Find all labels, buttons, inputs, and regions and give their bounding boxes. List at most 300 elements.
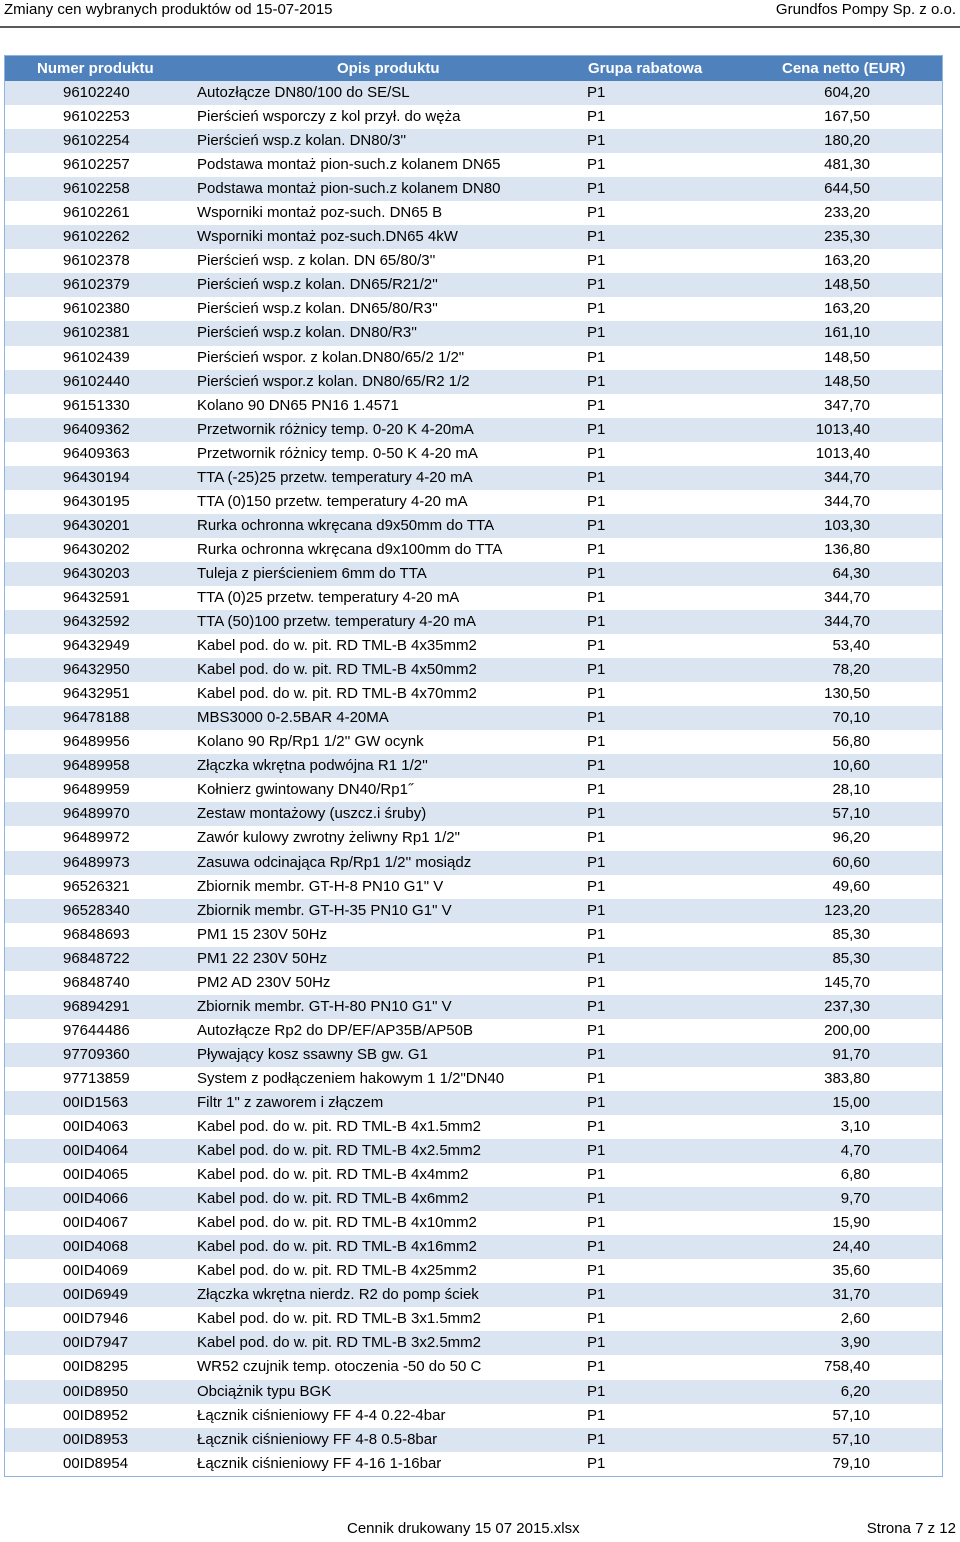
discount-group-cell: P1 <box>587 468 606 486</box>
description-cell: Kabel pod. do w. pit. RD TML-B 4x10mm2 <box>197 1214 477 1232</box>
description-cell: Filtr 1" z zaworem i złączem <box>197 1093 384 1111</box>
net-price-cell: 3,90 <box>840 1334 870 1352</box>
table-row <box>5 370 942 394</box>
net-price-cell: 163,20 <box>824 300 870 318</box>
discount-group-cell: P1 <box>587 1286 606 1304</box>
table-row <box>5 730 942 754</box>
discount-group-cell: P1 <box>587 84 606 101</box>
table-row <box>5 129 942 153</box>
discount-group-cell: P1 <box>587 1045 606 1063</box>
discount-group-cell: P1 <box>587 396 606 414</box>
table-row <box>5 105 942 129</box>
description-cell: Pierścień wsporczy z kol przył. do węża <box>197 108 461 126</box>
product-number-cell: 96848722 <box>63 949 130 967</box>
net-price-cell: 383,80 <box>824 1069 870 1087</box>
discount-group-cell: P1 <box>587 661 606 679</box>
discount-group-cell: P1 <box>587 108 606 126</box>
product-number-cell: 00ID8953 <box>63 1430 129 1448</box>
table-row <box>5 802 942 826</box>
net-price-cell: 57,10 <box>832 1406 870 1424</box>
discount-group-cell: P1 <box>587 1358 606 1376</box>
table-row <box>5 658 942 682</box>
description-cell: Obciążnik typu BGK <box>197 1382 332 1400</box>
discount-group-cell: P1 <box>587 516 606 534</box>
product-number-cell: 96432951 <box>63 685 130 703</box>
discount-group-cell: P1 <box>587 444 606 462</box>
product-number-cell: 96102254 <box>63 132 130 150</box>
table-row <box>5 971 942 995</box>
discount-group-cell: P1 <box>587 1118 606 1136</box>
discount-group-cell: P1 <box>587 613 606 631</box>
document-title: Zmiany cen wybranych produktów od 15-07-2015 <box>4 1 333 18</box>
net-price-cell: 344,70 <box>824 468 870 486</box>
description-cell: Kołnierz gwintowany DN40/Rp1˝ <box>197 781 413 799</box>
net-price-cell: 604,20 <box>824 84 870 101</box>
product-number-cell: 00ID7946 <box>63 1310 129 1328</box>
product-number-cell: 00ID8952 <box>63 1406 129 1424</box>
table-row <box>5 321 942 345</box>
table-row <box>5 947 942 971</box>
description-cell: TTA (0)150 przetw. temperatury 4-20 mA <box>197 492 468 510</box>
net-price-cell: 4,70 <box>840 1142 870 1160</box>
discount-group-cell: P1 <box>587 1406 606 1424</box>
table-row <box>5 514 942 538</box>
table-row <box>5 1091 942 1115</box>
table-row <box>5 1355 942 1379</box>
description-cell: Podstawa montaż pion-such.z kolanem DN80 <box>197 180 501 198</box>
product-number-cell: 97713859 <box>63 1069 130 1087</box>
table-row <box>5 634 942 658</box>
table-row <box>5 1452 942 1476</box>
discount-group-cell: P1 <box>587 901 606 919</box>
net-price-cell: 15,90 <box>832 1214 870 1232</box>
column-header-description: Opis produktu <box>337 60 440 77</box>
net-price-cell: 15,00 <box>832 1093 870 1111</box>
product-number-cell: 00ID4065 <box>63 1166 129 1184</box>
discount-group-cell: P1 <box>587 132 606 150</box>
description-cell: Łącznik ciśnieniowy FF 4-8 0.5-8bar <box>197 1430 438 1448</box>
discount-group-cell: P1 <box>587 492 606 510</box>
table-row <box>5 682 942 706</box>
net-price-cell: 344,70 <box>824 492 870 510</box>
table-row <box>5 249 942 273</box>
net-price-cell: 136,80 <box>824 540 870 558</box>
description-cell: Podstawa montaż pion-such.z kolanem DN65 <box>197 156 501 174</box>
table-row <box>5 1139 942 1163</box>
table-row <box>5 1404 942 1428</box>
product-number-cell: 96102380 <box>63 300 130 318</box>
net-price-cell: 145,70 <box>824 973 870 991</box>
description-cell: Kabel pod. do w. pit. RD TML-B 3x2.5mm2 <box>197 1334 482 1352</box>
table-row <box>5 346 942 370</box>
product-number-cell: 96102253 <box>63 108 130 126</box>
net-price-cell: 200,00 <box>824 1021 870 1039</box>
company-name: Grundfos Pompy Sp. z o.o. <box>775 1 956 18</box>
table-row <box>5 1187 942 1211</box>
description-cell: Łącznik ciśnieniowy FF 4-4 0.22-4bar <box>197 1406 446 1424</box>
discount-group-cell: P1 <box>587 180 606 198</box>
net-price-cell: 644,50 <box>824 180 870 198</box>
discount-group-cell: P1 <box>587 877 606 895</box>
discount-group-cell: P1 <box>587 757 606 775</box>
product-number-cell: 00ID8954 <box>63 1454 129 1472</box>
discount-group-cell: P1 <box>587 781 606 799</box>
product-number-cell: 96489973 <box>63 853 130 871</box>
product-number-cell: 96528340 <box>63 901 130 919</box>
discount-group-cell: P1 <box>587 1382 606 1400</box>
discount-group-cell: P1 <box>587 733 606 751</box>
discount-group-cell: P1 <box>587 805 606 823</box>
product-number-cell: 96894291 <box>63 997 130 1015</box>
net-price-cell: 56,80 <box>832 733 870 751</box>
product-number-cell: 00ID6949 <box>63 1286 129 1304</box>
table-row <box>5 826 942 850</box>
description-cell: WR52 czujnik temp. otoczenia -50 do 50 C <box>197 1358 482 1376</box>
product-number-cell: 96848740 <box>63 973 130 991</box>
description-cell: PM1 22 230V 50Hz <box>197 949 328 967</box>
product-number-cell: 97709360 <box>63 1045 130 1063</box>
product-number-cell: 96489958 <box>63 757 130 775</box>
table-body <box>5 81 942 1476</box>
description-cell: Pierścień wsp.z kolan. DN80/R3'' <box>197 324 417 342</box>
description-cell: PM1 15 230V 50Hz <box>197 925 328 943</box>
net-price-cell: 31,70 <box>832 1286 870 1304</box>
table-row <box>5 1211 942 1235</box>
table-row <box>5 201 942 225</box>
discount-group-cell: P1 <box>587 372 606 390</box>
table-row <box>5 177 942 201</box>
description-cell: Przetwornik różnicy temp. 0-20 K 4-20mA <box>197 420 474 438</box>
description-cell: Złączka wkrętna nierdz. R2 do pomp ściek <box>197 1286 479 1304</box>
product-number-cell: 00ID4069 <box>63 1262 129 1280</box>
net-price-cell: 28,10 <box>832 781 870 799</box>
net-price-cell: 163,20 <box>824 252 870 270</box>
table-row <box>5 1283 942 1307</box>
discount-group-cell: P1 <box>587 997 606 1015</box>
product-number-cell: 96489972 <box>63 829 130 847</box>
description-cell: TTA (-25)25 przetw. temperatury 4-20 mA <box>197 468 473 486</box>
product-number-cell: 96430202 <box>63 540 130 558</box>
description-cell: Pływający kosz ssawny SB gw. G1 <box>197 1045 428 1063</box>
description-cell: Łącznik ciśnieniowy FF 4-16 1-16bar <box>197 1454 442 1472</box>
table-row <box>5 586 942 610</box>
discount-group-cell: P1 <box>587 637 606 655</box>
table-row <box>5 153 942 177</box>
discount-group-cell: P1 <box>587 228 606 246</box>
description-cell: Kabel pod. do w. pit. RD TML-B 4x16mm2 <box>197 1238 477 1256</box>
description-cell: Autozłącze DN80/100 do SE/SL <box>197 84 410 101</box>
discount-group-cell: P1 <box>587 420 606 438</box>
net-price-cell: 35,60 <box>832 1262 870 1280</box>
page-number: Strona 7 z 12 <box>866 1520 956 1537</box>
discount-group-cell: P1 <box>587 1454 606 1472</box>
net-price-cell: 24,40 <box>832 1238 870 1256</box>
table-header <box>5 56 942 81</box>
net-price-cell: 344,70 <box>824 588 870 606</box>
discount-group-cell: P1 <box>587 949 606 967</box>
discount-group-cell: P1 <box>587 1310 606 1328</box>
column-header-product-number: Numer produktu <box>37 60 154 77</box>
description-cell: Wsporniki montaż poz-such. DN65 B <box>197 204 443 222</box>
description-cell: Kolano 90 Rp/Rp1 1/2'' GW ocynk <box>197 733 424 751</box>
product-number-cell: 96102258 <box>63 180 130 198</box>
description-cell: Rurka ochronna wkręcana d9x50mm do TTA <box>197 516 495 534</box>
net-price-cell: 9,70 <box>840 1190 870 1208</box>
net-price-cell: 161,10 <box>824 324 870 342</box>
description-cell: System z podłączeniem hakowym 1 1/2"DN40 <box>197 1069 505 1087</box>
description-cell: Kabel pod. do w. pit. RD TML-B 4x6mm2 <box>197 1190 469 1208</box>
table-row <box>5 273 942 297</box>
product-number-cell: 96430201 <box>63 516 130 534</box>
net-price-cell: 79,10 <box>832 1454 870 1472</box>
table-row <box>5 851 942 875</box>
description-cell: Autozłącze Rp2 do DP/EF/AP35B/AP50B <box>197 1021 473 1039</box>
table-row <box>5 394 942 418</box>
description-cell: Kabel pod. do w. pit. RD TML-B 4x35mm2 <box>197 637 477 655</box>
description-cell: Kabel pod. do w. pit. RD TML-B 4x70mm2 <box>197 685 477 703</box>
description-cell: Kabel pod. do w. pit. RD TML-B 4x25mm2 <box>197 1262 477 1280</box>
table-row <box>5 995 942 1019</box>
net-price-cell: 3,10 <box>840 1118 870 1136</box>
table-row <box>5 538 942 562</box>
discount-group-cell: P1 <box>587 1430 606 1448</box>
discount-group-cell: P1 <box>587 1334 606 1352</box>
discount-group-cell: P1 <box>587 925 606 943</box>
description-cell: Zestaw montażowy (uszcz.i śruby) <box>197 805 427 823</box>
table-row <box>5 1380 942 1404</box>
product-number-cell: 96478188 <box>63 709 130 727</box>
table-row <box>5 610 942 634</box>
net-price-cell: 344,70 <box>824 613 870 631</box>
discount-group-cell: P1 <box>587 588 606 606</box>
net-price-cell: 235,30 <box>824 228 870 246</box>
net-price-cell: 49,60 <box>832 877 870 895</box>
product-number-cell: 96102379 <box>63 276 130 294</box>
description-cell: Zbiornik membr. GT-H-80 PN10 G1" V <box>197 997 452 1015</box>
description-cell: Kabel pod. do w. pit. RD TML-B 3x1.5mm2 <box>197 1310 482 1328</box>
discount-group-cell: P1 <box>587 252 606 270</box>
net-price-cell: 96,20 <box>832 829 870 847</box>
net-price-cell: 91,70 <box>832 1045 870 1063</box>
net-price-cell: 180,20 <box>824 132 870 150</box>
table-row <box>5 297 942 321</box>
net-price-cell: 85,30 <box>832 949 870 967</box>
net-price-cell: 481,30 <box>824 156 870 174</box>
net-price-cell: 233,20 <box>824 204 870 222</box>
description-cell: Kabel pod. do w. pit. RD TML-B 4x2.5mm2 <box>197 1142 482 1160</box>
product-number-cell: 97644486 <box>63 1021 130 1039</box>
product-number-cell: 00ID7947 <box>63 1334 129 1352</box>
net-price-cell: 64,30 <box>832 564 870 582</box>
description-cell: Zbiornik membr. GT-H-8 PN10 G1" V <box>197 877 444 895</box>
net-price-cell: 123,20 <box>824 901 870 919</box>
net-price-cell: 10,60 <box>832 757 870 775</box>
net-price-cell: 85,30 <box>832 925 870 943</box>
table-row <box>5 1163 942 1187</box>
product-number-cell: 96489956 <box>63 733 130 751</box>
net-price-cell: 53,40 <box>832 637 870 655</box>
product-number-cell: 00ID1563 <box>63 1093 129 1111</box>
net-price-cell: 78,20 <box>832 661 870 679</box>
description-cell: TTA (50)100 przetw. temperatury 4-20 mA <box>197 613 477 631</box>
table-row <box>5 1428 942 1452</box>
table-row <box>5 1307 942 1331</box>
header-divider <box>0 26 960 28</box>
discount-group-cell: P1 <box>587 540 606 558</box>
net-price-cell: 70,10 <box>832 709 870 727</box>
net-price-cell: 2,60 <box>840 1310 870 1328</box>
net-price-cell: 1013,40 <box>815 444 870 462</box>
table-row <box>5 1019 942 1043</box>
discount-group-cell: P1 <box>587 1262 606 1280</box>
product-number-cell: 96102378 <box>63 252 130 270</box>
price-table <box>4 55 943 1477</box>
discount-group-cell: P1 <box>587 685 606 703</box>
description-cell: TTA (0)25 przetw. temperatury 4-20 mA <box>197 588 460 606</box>
net-price-cell: 347,70 <box>824 396 870 414</box>
description-cell: PM2 AD 230V 50Hz <box>197 973 331 991</box>
product-number-cell: 96151330 <box>63 396 130 414</box>
discount-group-cell: P1 <box>587 1190 606 1208</box>
table-row <box>5 1259 942 1283</box>
description-cell: Rurka ochronna wkręcana d9x100mm do TTA <box>197 540 503 558</box>
product-number-cell: 96430195 <box>63 492 130 510</box>
description-cell: Zawór kulowy zwrotny żeliwny Rp1 1/2" <box>197 829 460 847</box>
net-price-cell: 148,50 <box>824 348 870 366</box>
table-row <box>5 923 942 947</box>
product-number-cell: 96526321 <box>63 877 130 895</box>
product-number-cell: 96409363 <box>63 444 130 462</box>
net-price-cell: 6,20 <box>840 1382 870 1400</box>
product-number-cell: 96102261 <box>63 204 130 222</box>
table-row <box>5 1115 942 1139</box>
table-row <box>5 418 942 442</box>
product-number-cell: 96409362 <box>63 420 130 438</box>
table-row <box>5 466 942 490</box>
product-number-cell: 96102257 <box>63 156 130 174</box>
column-header-net-price: Cena netto (EUR) <box>782 60 906 77</box>
net-price-cell: 148,50 <box>824 276 870 294</box>
discount-group-cell: P1 <box>587 348 606 366</box>
discount-group-cell: P1 <box>587 1238 606 1256</box>
table-row <box>5 706 942 730</box>
product-number-cell: 96102262 <box>63 228 130 246</box>
net-price-cell: 148,50 <box>824 372 870 390</box>
net-price-cell: 60,60 <box>832 853 870 871</box>
discount-group-cell: P1 <box>587 204 606 222</box>
table-row <box>5 1331 942 1355</box>
product-number-cell: 00ID4066 <box>63 1190 129 1208</box>
description-cell: Pierścień wsp.z kolan. DN80/3'' <box>197 132 407 150</box>
description-cell: Tuleja z pierścieniem 6mm do TTA <box>197 564 427 582</box>
product-number-cell: 00ID4068 <box>63 1238 129 1256</box>
table-row <box>5 778 942 802</box>
discount-group-cell: P1 <box>587 829 606 847</box>
product-number-cell: 96489959 <box>63 781 130 799</box>
discount-group-cell: P1 <box>587 973 606 991</box>
net-price-cell: 130,50 <box>824 685 870 703</box>
file-name: Cennik drukowany 15 07 2015.xlsx <box>347 1520 580 1537</box>
description-cell: Zasuwa odcinająca Rp/Rp1 1/2'' mosiądz <box>197 853 472 871</box>
net-price-cell: 57,10 <box>832 1430 870 1448</box>
product-number-cell: 96432591 <box>63 588 130 606</box>
product-number-cell: 96102440 <box>63 372 130 390</box>
net-price-cell: 103,30 <box>824 516 870 534</box>
description-cell: Pierścień wsp.z kolan. DN65/80/R3'' <box>197 300 438 318</box>
net-price-cell: 1013,40 <box>815 420 870 438</box>
discount-group-cell: P1 <box>587 853 606 871</box>
discount-group-cell: P1 <box>587 1093 606 1111</box>
table-row <box>5 875 942 899</box>
product-number-cell: 96848693 <box>63 925 130 943</box>
net-price-cell: 758,40 <box>824 1358 870 1376</box>
description-cell: Kabel pod. do w. pit. RD TML-B 4x1.5mm2 <box>197 1118 482 1136</box>
discount-group-cell: P1 <box>587 564 606 582</box>
product-number-cell: 00ID4067 <box>63 1214 129 1232</box>
net-price-cell: 237,30 <box>824 997 870 1015</box>
description-cell: Wsporniki montaż poz-such.DN65 4kW <box>197 228 458 246</box>
description-cell: Pierścień wsp.z kolan. DN65/R21/2'' <box>197 276 438 294</box>
table-row <box>5 1235 942 1259</box>
description-cell: MBS3000 0-2.5BAR 4-20MA <box>197 709 389 727</box>
net-price-cell: 167,50 <box>824 108 870 126</box>
product-number-cell: 00ID4063 <box>63 1118 129 1136</box>
discount-group-cell: P1 <box>587 300 606 318</box>
description-cell: Kabel pod. do w. pit. RD TML-B 4x50mm2 <box>197 661 477 679</box>
product-number-cell: 00ID4064 <box>63 1142 129 1160</box>
description-cell: Przetwornik różnicy temp. 0-50 K 4-20 mA <box>197 444 478 462</box>
table-row <box>5 899 942 923</box>
net-price-cell: 57,10 <box>832 805 870 823</box>
discount-group-cell: P1 <box>587 1069 606 1087</box>
product-number-cell: 96432950 <box>63 661 130 679</box>
product-number-cell: 96102381 <box>63 324 130 342</box>
page-header <box>0 0 960 22</box>
description-cell: Pierścień wsp. z kolan. DN 65/80/3'' <box>197 252 436 270</box>
discount-group-cell: P1 <box>587 1021 606 1039</box>
product-number-cell: 96430194 <box>63 468 130 486</box>
description-cell: Kabel pod. do w. pit. RD TML-B 4x4mm2 <box>197 1166 469 1184</box>
product-number-cell: 96489970 <box>63 805 130 823</box>
table-row <box>5 1067 942 1091</box>
discount-group-cell: P1 <box>587 1142 606 1160</box>
product-number-cell: 00ID8295 <box>63 1358 129 1376</box>
description-cell: Kolano 90 DN65 PN16 1.4571 <box>197 396 399 414</box>
discount-group-cell: P1 <box>587 1166 606 1184</box>
description-cell: Zbiornik membr. GT-H-35 PN10 G1" V <box>197 901 452 919</box>
table-row <box>5 490 942 514</box>
table-row <box>5 442 942 466</box>
product-number-cell: 96430203 <box>63 564 130 582</box>
description-cell: Pierścień wspor. z kolan.DN80/65/2 1/2" <box>197 348 465 366</box>
description-cell: Złączka wkrętna podwójna R1 1/2'' <box>197 757 428 775</box>
product-number-cell: 96102439 <box>63 348 130 366</box>
table-row <box>5 81 942 105</box>
table-row <box>5 1043 942 1067</box>
description-cell: Pierścień wspor.z kolan. DN80/65/R2 1/2 <box>197 372 470 390</box>
discount-group-cell: P1 <box>587 1214 606 1232</box>
product-number-cell: 96102240 <box>63 84 130 101</box>
net-price-cell: 6,80 <box>840 1166 870 1184</box>
discount-group-cell: P1 <box>587 324 606 342</box>
table-row <box>5 225 942 249</box>
discount-group-cell: P1 <box>587 276 606 294</box>
product-number-cell: 00ID8950 <box>63 1382 129 1400</box>
product-number-cell: 96432949 <box>63 637 130 655</box>
product-number-cell: 96432592 <box>63 613 130 631</box>
discount-group-cell: P1 <box>587 709 606 727</box>
table-row <box>5 754 942 778</box>
